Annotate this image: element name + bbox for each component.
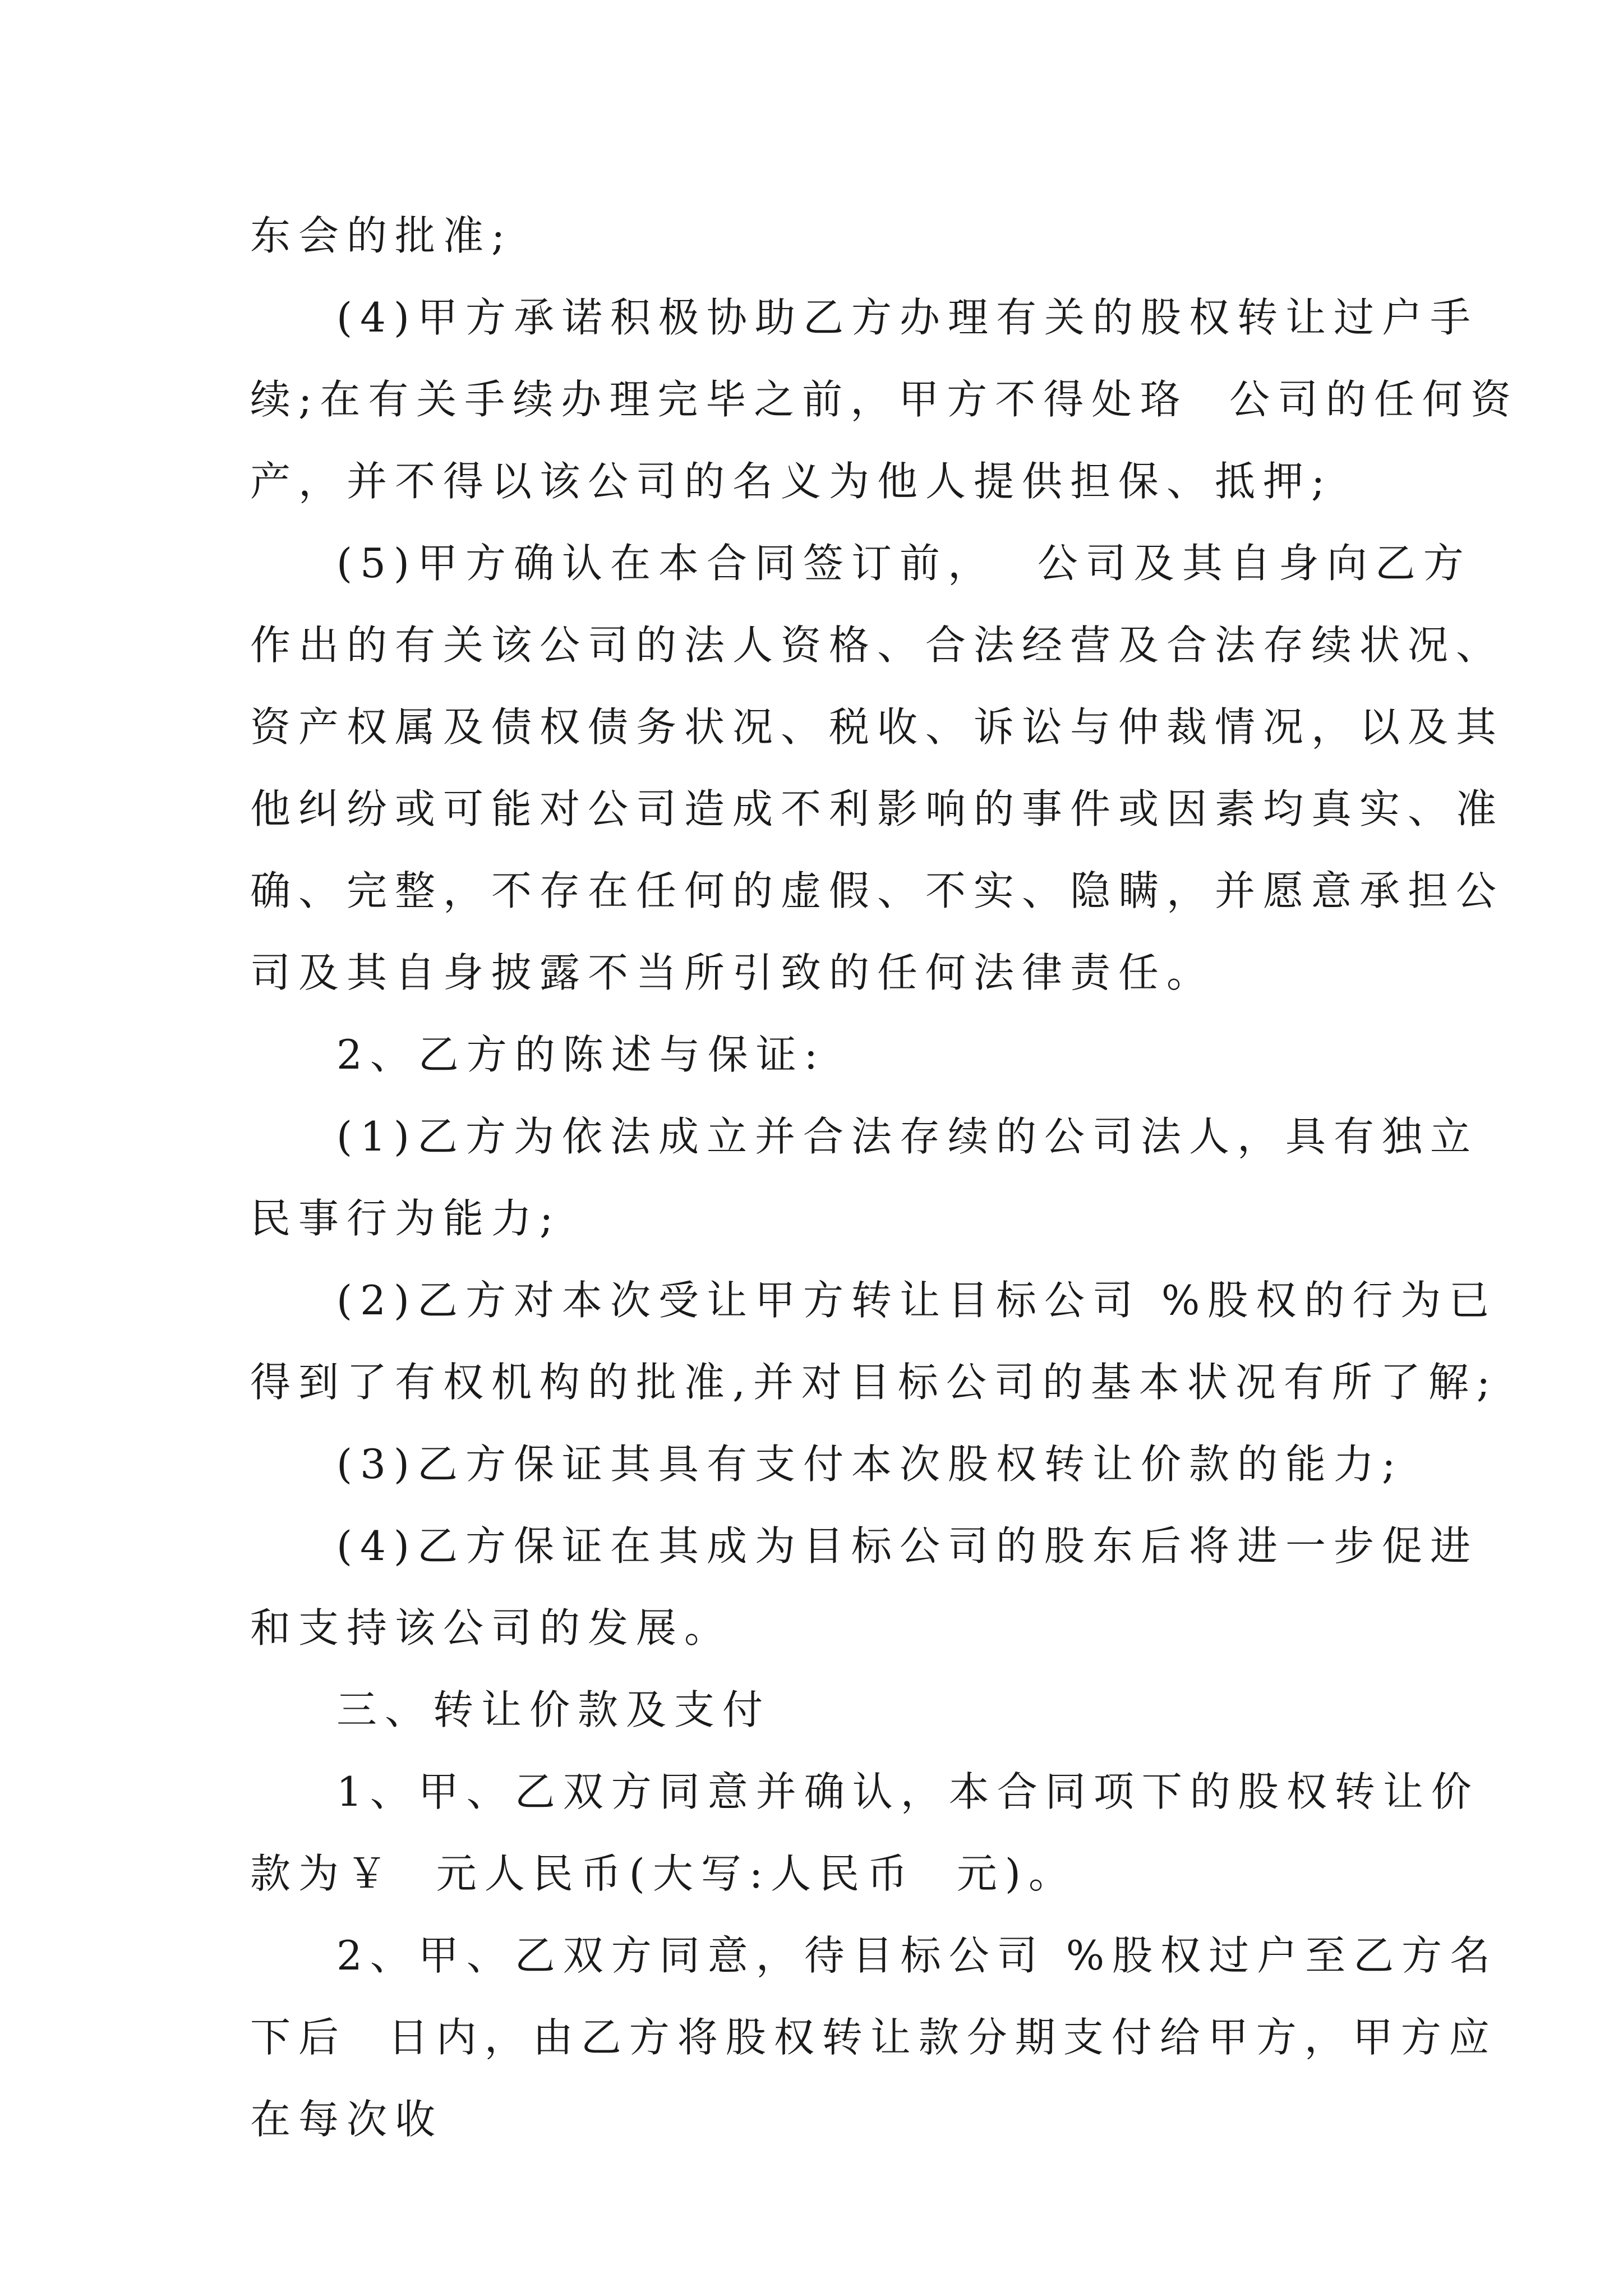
text-line: (5)甲方确认在本合同签订前， 公司及其自身向乙方 bbox=[336, 540, 1472, 587]
text-line: (4)甲方承诺积极协助乙方办理有关的股权转让过户手 bbox=[336, 294, 1478, 341]
text-line: 资产权属及债权债务状况、税收、诉讼与仲裁情况，以及其 bbox=[250, 703, 1505, 751]
text-line: 他纠纷或可能对公司造成不利影响的事件或因素均真实、准 bbox=[250, 785, 1505, 832]
text-line: (1)乙方为依法成立并合法存续的公司法人，具有独立 bbox=[336, 1113, 1478, 1160]
text-line: 东会的批准; bbox=[250, 212, 513, 259]
text-line: 得到了有权机构的批准,并对目标公司的基本状况有所了解; bbox=[250, 1359, 1498, 1406]
text-line: 作出的有关该公司的法人资格、合法经营及合法存续状况、 bbox=[250, 622, 1505, 669]
text-line: 1、甲、乙双方同意并确认，本合同项下的股权转让价 bbox=[336, 1768, 1479, 1815]
text-line: (2)乙方对本次受让甲方转让目标公司 %股权的行为已 bbox=[336, 1277, 1497, 1324]
text-line: 司及其自身披露不当所引致的任何法律责任。 bbox=[250, 949, 1215, 996]
text-line: 续;在有关手续办理完毕之前，甲方不得处珞 公司的任何资 bbox=[250, 376, 1519, 423]
text-line: 2、甲、乙双方同意，待目标公司 %股权过户至乙方名 bbox=[336, 1932, 1498, 1979]
section-heading: 2、乙方的陈述与保证: bbox=[336, 1031, 826, 1078]
text-line: 民事行为能力; bbox=[250, 1195, 561, 1242]
text-line: 在每次收 bbox=[250, 2096, 444, 2143]
text-line: 产，并不得以该公司的名义为他人提供担保、抵押; bbox=[250, 458, 1333, 505]
section-heading: 三、转让价款及支付 bbox=[336, 1686, 771, 1733]
text-line: 和支持该公司的发展。 bbox=[250, 1604, 733, 1651]
text-line: 确、完整，不存在任何的虚假、不实、隐瞒，并愿意承担公 bbox=[250, 867, 1505, 914]
text-line: (4)乙方保证在其成为目标公司的股东后将进一步促进 bbox=[336, 1522, 1478, 1570]
text-line: 下后 日内，由乙方将股权转让款分期支付给甲方，甲方应 bbox=[250, 2014, 1497, 2061]
text-line: 款为￥ 元人民币(大写:人民币 元)。 bbox=[250, 1850, 1077, 1897]
text-line: (3)乙方保证其具有支付本次股权转让价款的能力; bbox=[336, 1441, 1404, 1488]
